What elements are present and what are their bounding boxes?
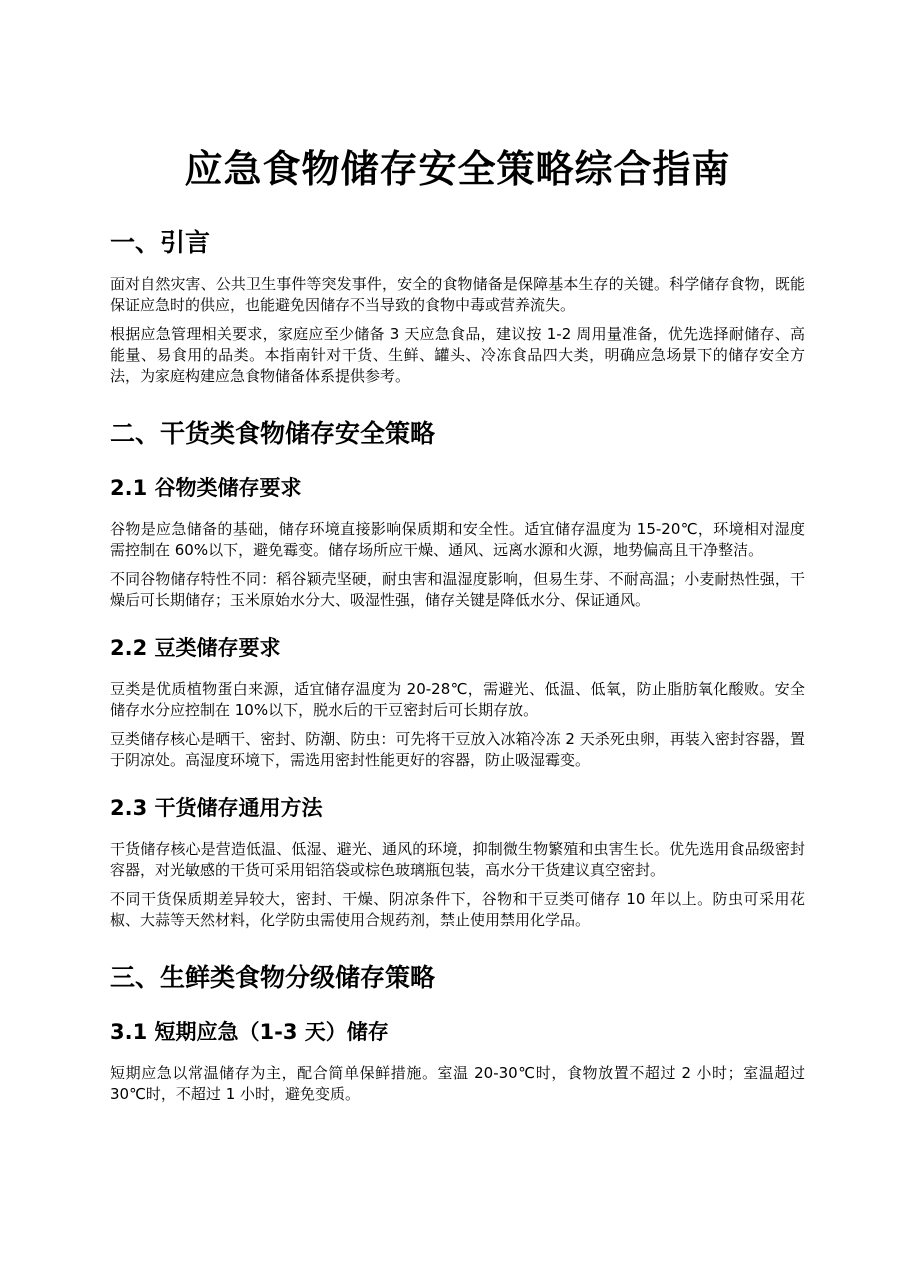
- paragraph: 谷物是应急储备的基础，储存环境直接影响保质期和安全性。适宜储存温度为 15-20℃，环境相对湿度需控制在 60%以下，避免霉变。储存场所应干燥、通风、远离水源和火源，地势偏高且干净整洁。: [110, 520, 805, 559]
- paragraph: 豆类是优质植物蛋白来源，适宜储存温度为 20-28℃，需避光、低温、低氧，防止脂肪氧化酸败。安全储存水分应控制在 10%以下，脱水后的干豆密封后可长期存放。: [110, 680, 805, 719]
- paragraph: 根据应急管理相关要求，家庭应至少储备 3 天应急食品，建议按 1-2 周用量准备，优先选择耐储存、高能量、易食用的品类。本指南针对干货、生鲜、罐头、冷冻食品四大类，明确应急场景下的储存安全方法，为家庭构建应急食物储备体系提供参考。: [110, 325, 805, 385]
- section-heading-dry-goods: 二、干货类食物储存安全策略: [110, 419, 436, 448]
- paragraph: 短期应急以常温储存为主，配合简单保鲜措施。室温 20-30℃时，食物放置不超过 2 小时；室温超过 30℃时，不超过 1 小时，避免变质。: [110, 1064, 805, 1103]
- subsection-heading-short-term: 3.1 短期应急（1-3 天）储存: [110, 1020, 389, 1044]
- subsection-heading-grains: 2.1 谷物类储存要求: [110, 476, 302, 500]
- subsection-heading-general-methods: 2.3 干货储存通用方法: [110, 796, 323, 820]
- paragraph: 面对自然灾害、公共卫生事件等突发事件，安全的食物储备是保障基本生存的关键。科学储存食物，既能保证应急时的供应，也能避免因储存不当导致的食物中毒或营养流失。: [110, 275, 805, 314]
- paragraph: 不同干货保质期差异较大，密封、干燥、阴凉条件下，谷物和干豆类可储存 10 年以上。防虫可采用花椒、大蒜等天然材料，化学防虫需使用合规药剂，禁止使用禁用化学品。: [110, 890, 805, 929]
- paragraph: 不同谷物储存特性不同：稻谷颖壳坚硬，耐虫害和温湿度影响，但易生芽、不耐高温；小麦耐热性强，干燥后可长期储存；玉米原始水分大、吸湿性强，储存关键是降低水分、保证通风。: [110, 570, 805, 609]
- paragraph: 豆类储存核心是晒干、密封、防潮、防虫：可先将干豆放入冰箱冷冻 2 天杀死虫卵，再装入密封容器，置于阴凉处。高湿度环境下，需选用密封性能更好的容器，防止吸湿霉变。: [110, 730, 805, 769]
- section-heading-introduction: 一、引言: [110, 228, 211, 257]
- section-heading-fresh-food: 三、生鲜类食物分级储存策略: [110, 963, 436, 992]
- document-title: 应急食物储存安全策略综合指南: [184, 147, 731, 191]
- paragraph: 干货储存核心是营造低温、低湿、避光、通风的环境，抑制微生物繁殖和虫害生长。优先选用食品级密封容器，对光敏感的干货可采用铝箔袋或棕色玻璃瓶包装，高水分干货建议真空密封。: [110, 840, 805, 879]
- subsection-heading-beans: 2.2 豆类储存要求: [110, 636, 281, 660]
